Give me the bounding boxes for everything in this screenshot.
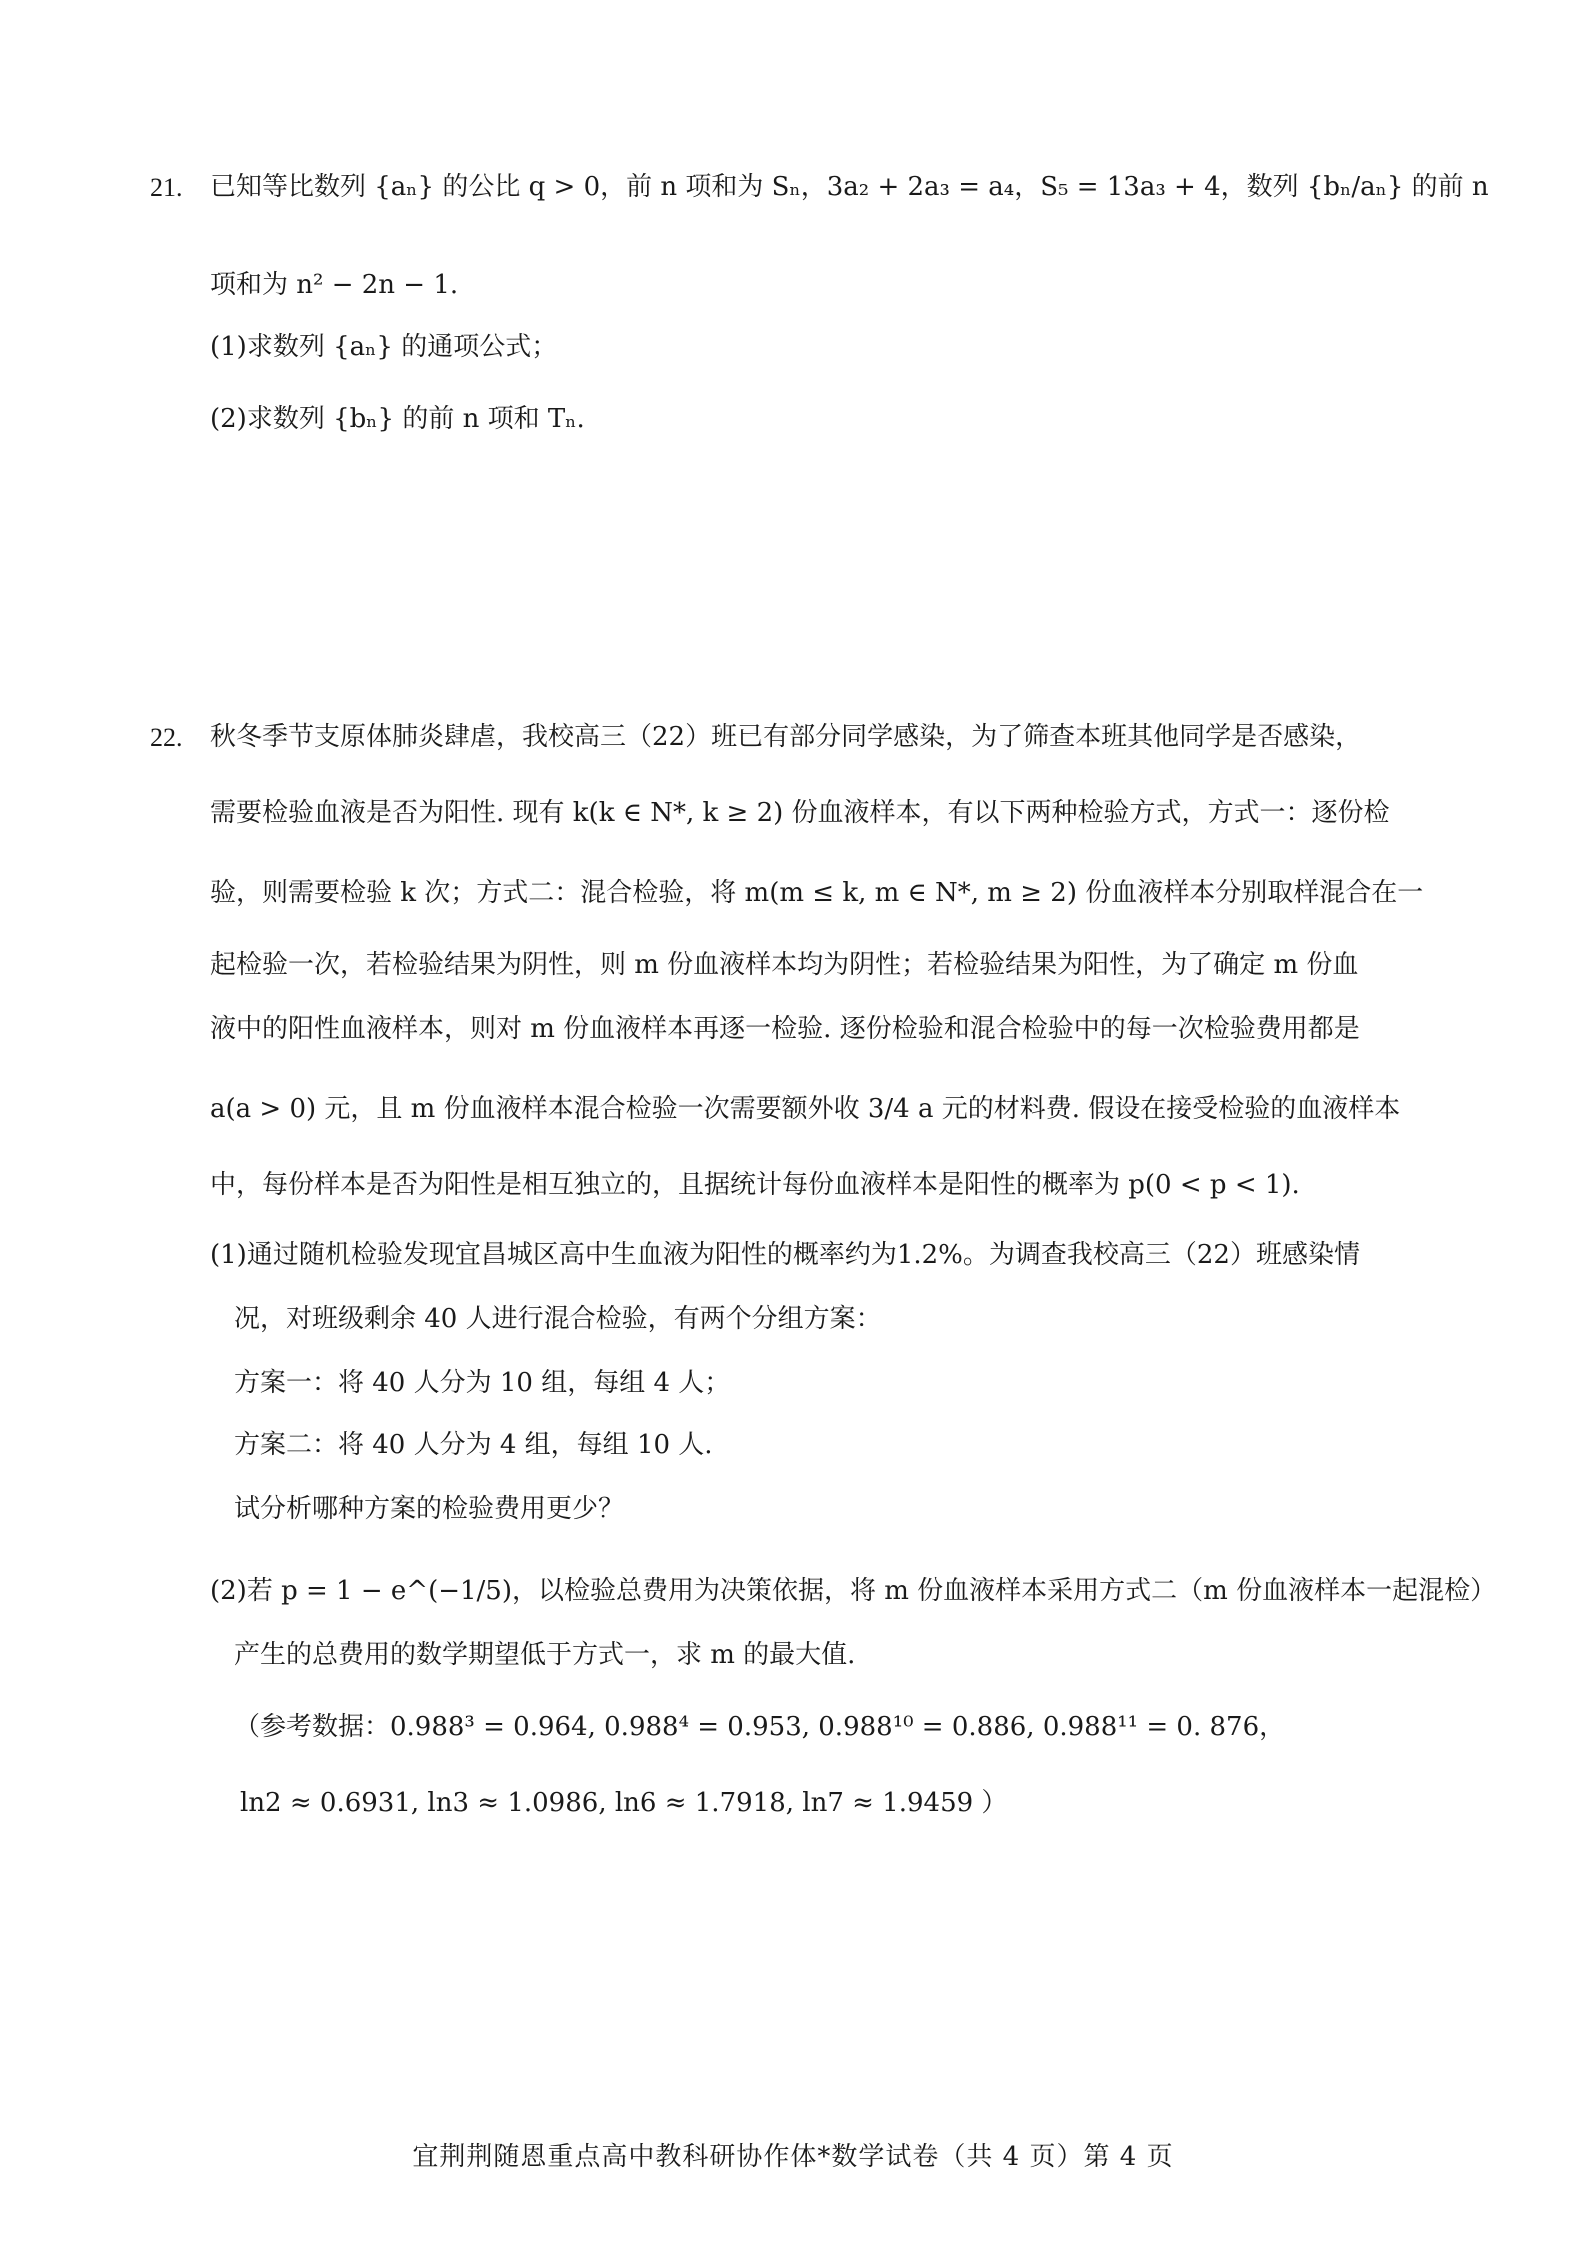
q21-number: 21. bbox=[150, 173, 183, 202]
q21-part1: (1)求数列 {aₙ} 的通项公式； bbox=[210, 332, 558, 362]
page-footer: 宜荆荆随恩重点高中教科研协作体*数学试卷（共 4 页）第 4 页 bbox=[412, 2142, 1174, 2172]
q21-stem-line1: 已知等比数列 {aₙ} 的公比 q > 0，前 n 项和为 Sₙ，3a₂ + 2a₃ = a₄，S₅ = 13a₃ + 4，数列 {bₙ/aₙ} 的前 n bbox=[210, 172, 1489, 202]
q22-part1-line: 况，对班级剩余 40 人进行混合检验，有两个分组方案： bbox=[234, 1304, 882, 1334]
q22-line: 液中的阳性血液样本，则对 m 份血液样本再逐一检验. 逐份检验和混合检验中的每一次检验费用都是 bbox=[210, 1014, 1360, 1044]
q22-part1-line: 方案二：将 40 人分为 4 组，每组 10 人. bbox=[234, 1430, 713, 1460]
q22-part1-line: (1)通过随机检验发现宜昌城区高中生血液为阳性的概率约为1.2%。为调查我校高三（22）班感染情 bbox=[210, 1240, 1360, 1270]
q22-number: 22. bbox=[150, 723, 183, 752]
q22-part1-line: 方案一：将 40 人分为 10 组，每组 4 人； bbox=[234, 1368, 731, 1398]
q21-part2: (2)求数列 {bₙ} 的前 n 项和 Tₙ. bbox=[210, 404, 585, 434]
q22-reference-data: ln2 ≈ 0.6931, ln3 ≈ 1.0986, ln6 ≈ 1.7918, ln7 ≈ 1.9459 ） bbox=[240, 1788, 1008, 1818]
q22-line: 需要检验血液是否为阳性. 现有 k(k ∈ N*, k ≥ 2) 份血液样本，有以下两种检验方式，方式一：逐份检 bbox=[210, 798, 1390, 828]
q22-part1-line: 试分析哪种方案的检验费用更少？ bbox=[234, 1494, 625, 1524]
q22-line: 中，每份样本是否为阳性是相互独立的，且据统计每份血液样本是阳性的概率为 p(0 < p < 1). bbox=[210, 1170, 1300, 1200]
q22-line: 验，则需要检验 k 次；方式二：混合检验，将 m(m ≤ k, m ∈ N*, m ≥ 2) 份血液样本分别取样混合在一 bbox=[210, 878, 1424, 908]
q22-part2-line: 产生的总费用的数学期望低于方式一，求 m 的最大值. bbox=[234, 1640, 856, 1670]
q22-line: a(a > 0) 元，且 m 份血液样本混合检验一次需要额外收 3/4 a 元的材料费. 假设在接受检验的血液样本 bbox=[210, 1094, 1401, 1124]
q22-reference-data: （参考数据：0.988³ = 0.964, 0.988⁴ = 0.953, 0.988¹⁰ = 0.886, 0.988¹¹ = 0. 876， bbox=[234, 1712, 1286, 1742]
q21-stem-line2: 项和为 n² − 2n − 1. bbox=[210, 270, 459, 300]
q22-line: 起检验一次，若检验结果为阴性，则 m 份血液样本均为阴性；若检验结果为阳性，为了确定 m 份血 bbox=[210, 950, 1359, 980]
q22-line: 秋冬季节支原体肺炎肆虐，我校高三（22）班已有部分同学感染，为了筛查本班其他同学是否感染， bbox=[210, 722, 1362, 752]
q22-part2-line: (2)若 p = 1 − e^(−1/5)，以检验总费用为决策依据，将 m 份血液样本采用方式二（m 份血液样本一起混检） bbox=[210, 1576, 1497, 1606]
